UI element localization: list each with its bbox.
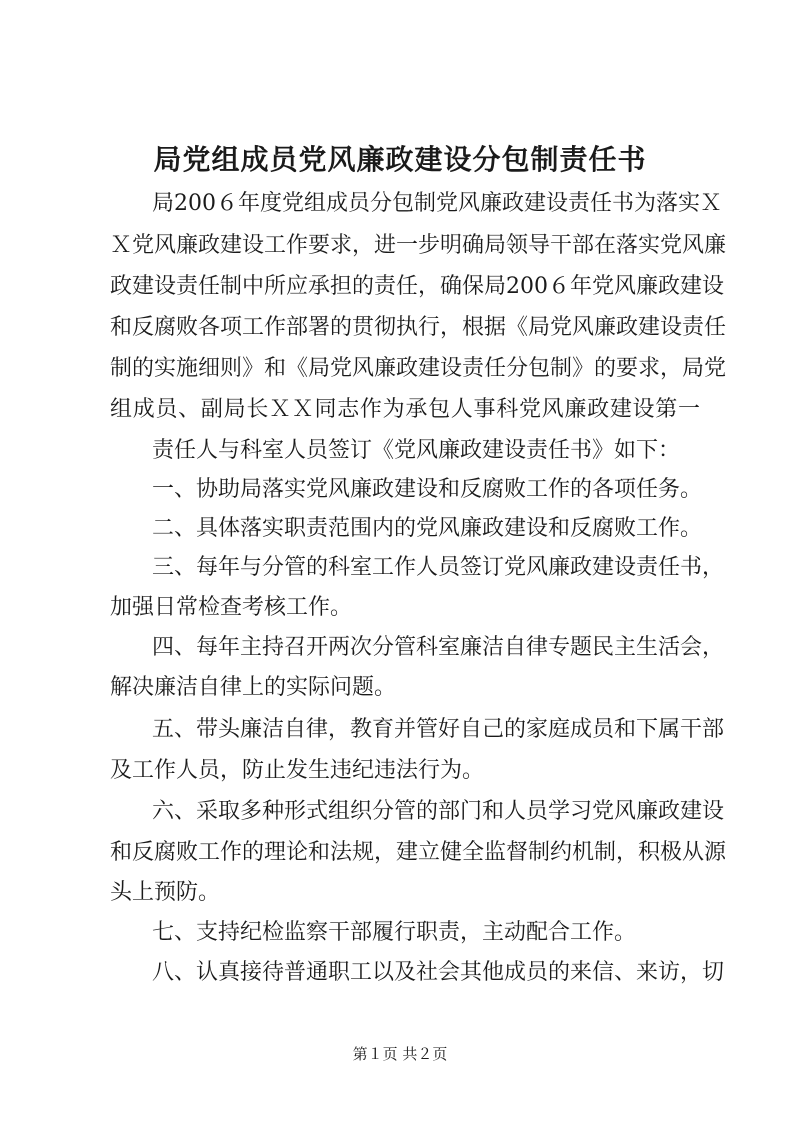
list-item: 六、采取多种形式组织分管的部门和人员学习党风廉政建设 <box>152 799 725 824</box>
paragraph-line: 和反腐败各项工作部署的贯彻执行，根据《局党风廉政建设责任 <box>110 315 727 340</box>
paragraph-line: 局200６年度党组成员分包制党风廉政建设责任书为落实Ｘ <box>152 191 722 216</box>
list-item: 二、具体落实职责范围内的党风廉政建设和反腐败工作。 <box>152 516 703 541</box>
paragraph-line: 制的实施细则》和《局党风廉政建设责任分包制》的要求，局党 <box>110 356 727 381</box>
list-item-continuation: 加强日常检查考核工作。 <box>110 595 353 620</box>
document-title: 局党组成员党风廉政建设分包制责任书 <box>153 143 647 176</box>
list-item: 四、每年主持召开两次分管科室廉洁自律专题民主生活会， <box>152 635 725 660</box>
paragraph-line: Ｘ党风廉政建设工作要求，进一步明确局领导干部在落实党风廉 <box>110 233 727 258</box>
paragraph-line: 组成员、副局长ＸＸ同志作为承包人事科党风廉政建设第一 <box>110 397 700 422</box>
list-item: 七、支持纪检监察干部履行职责，主动配合工作。 <box>152 920 637 945</box>
list-item: 三、每年与分管的科室工作人员签订党风廉政建设责任书， <box>152 555 725 580</box>
list-item: 五、带头廉洁自律，教育并管好自己的家庭成员和下属干部 <box>152 717 725 742</box>
list-item: 八、认真接待普通职工以及社会其他成员的来信、来访，切 <box>152 960 725 985</box>
list-item-continuation: 解决廉洁自律上的实际问题。 <box>110 675 397 700</box>
list-item-continuation: 和反腐败工作的理论和法规，建立健全监督制约机制，积极从源 <box>110 840 727 865</box>
paragraph-line: 政建设责任制中所应承担的责任，确保局200６年党风廉政建设 <box>110 274 724 299</box>
paragraph-line: 责任人与科室人员签订《党风廉政建设责任书》如下： <box>152 438 681 463</box>
list-item-continuation: 及工作人员，防止发生违纪违法行为。 <box>110 758 485 783</box>
list-item-continuation: 头上预防。 <box>110 880 221 905</box>
list-item: 一、协助局落实党风廉政建设和反腐败工作的各项任务。 <box>152 477 703 502</box>
page-number: 第１页 共２页 <box>352 1045 448 1063</box>
